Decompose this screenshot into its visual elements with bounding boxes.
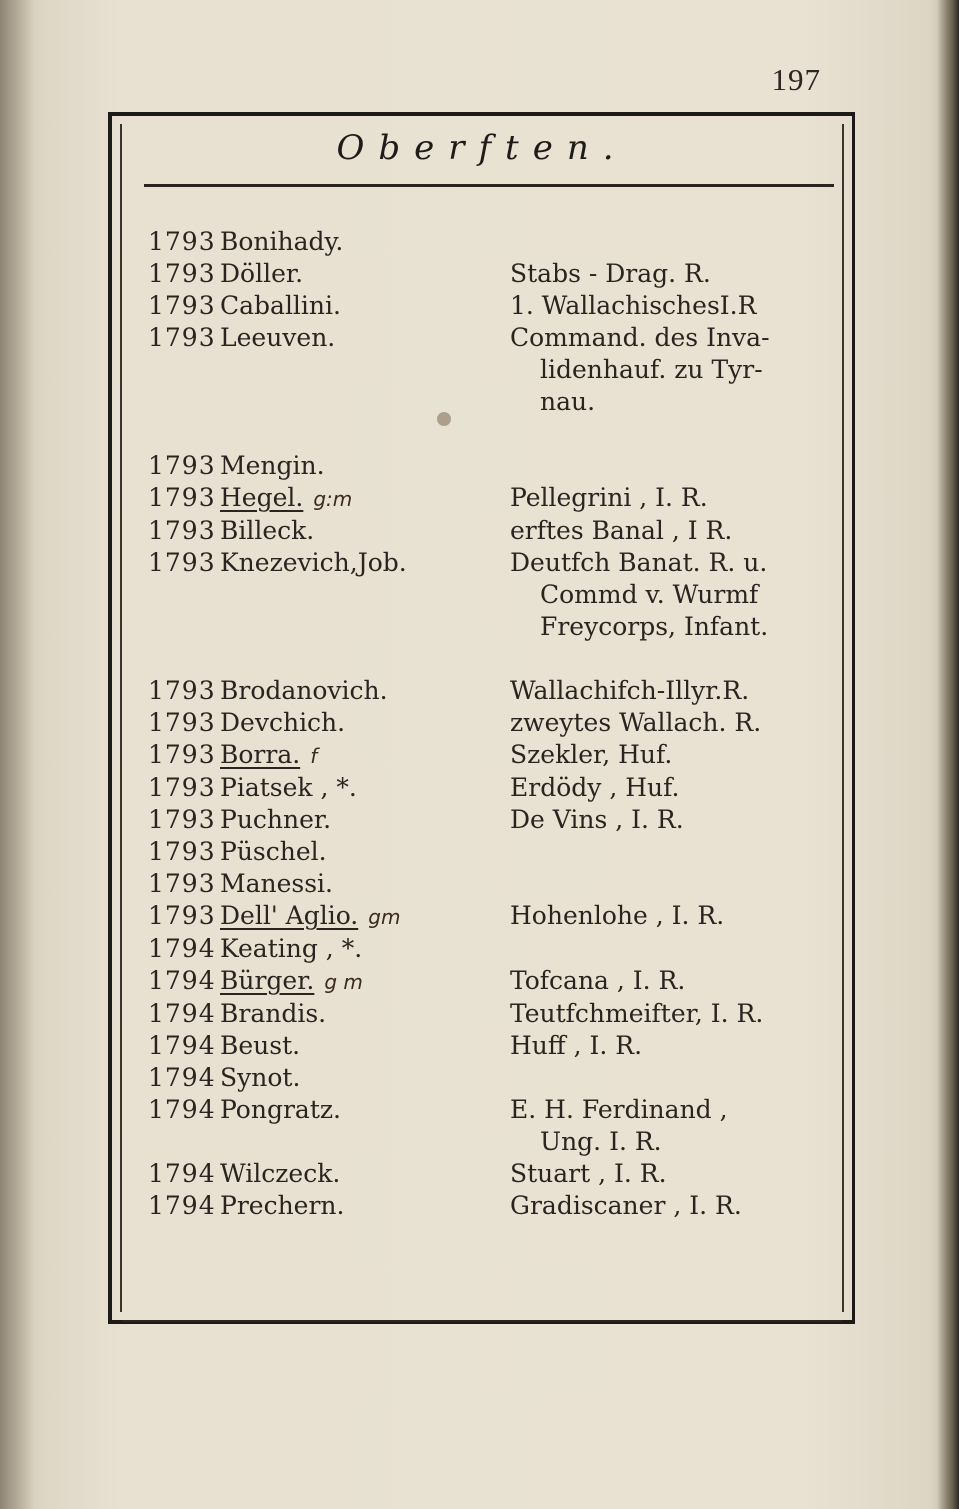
assignment-line: Huff , I. R. — [510, 1031, 643, 1060]
handwritten-note: f — [310, 744, 318, 768]
assignment-line: lidenhauf. zu Tyr- — [540, 355, 763, 384]
entry-year: 1794 — [148, 1159, 216, 1188]
officer-name — [220, 772, 510, 804]
assignment-line: 1. WallachischesI.R — [510, 291, 757, 320]
officer-name-text: Caballini. — [220, 291, 341, 320]
officer-name — [220, 933, 510, 965]
officer-name-text: Bürger. — [220, 966, 315, 995]
entry-year: 1793 — [148, 259, 216, 288]
officer-name-text: Pongratz. — [220, 1095, 341, 1124]
assignment-line: Stabs - Drag. R. — [510, 259, 711, 288]
entry-year: 1793 — [148, 291, 216, 320]
entry-row — [148, 998, 838, 1030]
assignment-line: Wallachifch-Illyr.R. — [510, 676, 750, 705]
entry-row — [148, 739, 838, 772]
entry-row — [148, 450, 838, 482]
entry-year: 1793 — [148, 901, 216, 930]
assignment-line: zweytes Wallach. R. — [510, 708, 762, 737]
heading-rule — [144, 184, 834, 187]
officer-name — [220, 482, 510, 515]
officer-name-text: Dell' Aglio. — [220, 901, 359, 930]
regiment-assignment — [510, 675, 838, 707]
officer-name — [220, 547, 510, 579]
table-frame — [108, 112, 855, 1324]
entry-row — [148, 675, 838, 707]
entry-row — [148, 1062, 838, 1094]
officer-name-text: Devchich. — [220, 708, 346, 737]
officer-name-text: Brodanovich. — [220, 676, 388, 705]
entry-row — [148, 1094, 838, 1158]
officer-name-text: Billeck. — [220, 516, 315, 545]
regiment-assignment — [510, 707, 838, 739]
officer-name — [220, 965, 510, 998]
officer-name — [220, 1030, 510, 1062]
officer-name-text: Leeuven. — [220, 323, 336, 352]
entry-row — [148, 322, 838, 418]
entry-row — [148, 1030, 838, 1062]
entry-year: 1794 — [148, 1063, 216, 1092]
officer-name-text: Synot. — [220, 1063, 301, 1092]
officer-name-text: Döller. — [220, 259, 304, 288]
entry-year: 1793 — [148, 740, 216, 769]
officer-name — [220, 868, 510, 900]
assignment-line: Pellegrini , I. R. — [510, 483, 708, 512]
officer-name — [220, 804, 510, 836]
entry-row — [148, 290, 838, 322]
bottom-rule — [122, 1320, 842, 1322]
entry-row — [148, 226, 838, 258]
blank-line — [148, 643, 838, 675]
entry-row — [148, 1158, 838, 1190]
entry-year: 1793 — [148, 451, 216, 480]
officer-name-text: Wilczeck. — [220, 1159, 341, 1188]
officer-name-text: Prechern. — [220, 1191, 345, 1220]
officer-name — [220, 836, 510, 868]
assignment-line: Erdödy , Huf. — [510, 773, 680, 802]
officer-name-text: Piatsek , *. — [220, 773, 357, 802]
officer-name-text: Manessi. — [220, 869, 334, 898]
officer-name — [220, 258, 510, 290]
ink-spot — [437, 412, 451, 426]
officer-name — [220, 1158, 510, 1190]
officer-name-text: Hegel. — [220, 483, 304, 512]
officer-name-text: Mengin. — [220, 451, 325, 480]
assignment-line: Command. des Inva- — [510, 323, 770, 352]
assignment-line: Szekler, Huf. — [510, 740, 673, 769]
regiment-assignment — [510, 258, 838, 290]
officer-name — [220, 290, 510, 322]
page-number: 197 — [771, 62, 821, 97]
regiment-assignment — [510, 1158, 838, 1190]
officer-name — [220, 322, 510, 354]
officer-name-text: Keating , *. — [220, 934, 363, 963]
entry-year: 1793 — [148, 548, 216, 577]
entry-year: 1794 — [148, 999, 216, 1028]
entry-row — [148, 707, 838, 739]
regiment-assignment — [510, 322, 838, 418]
officer-name — [220, 998, 510, 1030]
assignment-line: Tofcana , I. R. — [510, 966, 686, 995]
assignment-line: E. H. Ferdinand , — [510, 1095, 728, 1124]
officer-name — [220, 707, 510, 739]
regiment-assignment — [510, 739, 838, 771]
assignment-line: Gradiscaner , I. R. — [510, 1191, 742, 1220]
entry-year: 1793 — [148, 323, 216, 352]
entry-year: 1793 — [148, 869, 216, 898]
entry-year: 1793 — [148, 805, 216, 834]
handwritten-note: g m — [324, 970, 363, 994]
officer-name-text: Beust. — [220, 1031, 301, 1060]
assignment-line: Teutfchmeifter, I. R. — [510, 999, 764, 1028]
assignment-line: nau. — [540, 387, 596, 416]
entry-row — [148, 933, 838, 965]
regiment-assignment — [510, 1190, 838, 1222]
blank-line — [148, 418, 838, 450]
entry-row — [148, 965, 838, 998]
assignment-line: Deutfch Banat. R. u. — [510, 548, 768, 577]
assignment-line: Stuart , I. R. — [510, 1159, 667, 1188]
entry-row — [148, 804, 838, 836]
entry-year: 1793 — [148, 227, 216, 256]
officer-name — [220, 1190, 510, 1222]
entry-year: 1793 — [148, 773, 216, 802]
entry-year: 1793 — [148, 837, 216, 866]
entry-row — [148, 772, 838, 804]
entry-year: 1794 — [148, 1031, 216, 1060]
regiment-assignment — [510, 482, 838, 514]
page-edge — [937, 0, 959, 1509]
assignment-line: Ung. I. R. — [540, 1127, 662, 1156]
entry-row — [148, 900, 838, 933]
assignment-line: Freycorps, Infant. — [540, 612, 769, 641]
entry-year: 1794 — [148, 966, 216, 995]
entry-year: 1793 — [148, 708, 216, 737]
officer-name — [220, 675, 510, 707]
assignment-line: erftes Banal , I R. — [510, 516, 733, 545]
regiment-assignment — [510, 1030, 838, 1062]
entry-year: 1794 — [148, 1191, 216, 1220]
regiment-assignment — [510, 998, 838, 1030]
officer-name — [220, 226, 510, 258]
entry-row — [148, 258, 838, 290]
regiment-assignment — [510, 515, 838, 547]
officer-name-text: Puchner. — [220, 805, 332, 834]
officer-name — [220, 739, 510, 772]
officer-name-text: Püschel. — [220, 837, 327, 866]
officer-name — [220, 450, 510, 482]
entry-row — [148, 836, 838, 868]
officer-name — [220, 1062, 510, 1094]
regiment-assignment — [510, 290, 838, 322]
assignment-line: De Vins , I. R. — [510, 805, 684, 834]
officer-name-text: Borra. — [220, 740, 301, 769]
regiment-assignment — [510, 1094, 838, 1158]
officer-name — [220, 515, 510, 547]
entry-row — [148, 515, 838, 547]
entry-row — [148, 1190, 838, 1222]
officer-name-text: Knezevich,Job. — [220, 548, 407, 577]
entry-row — [148, 868, 838, 900]
entry-year: 1793 — [148, 483, 216, 512]
assignment-line: Hohenlohe , I. R. — [510, 901, 725, 930]
assignment-line: Commd v. Wurmf — [540, 580, 759, 609]
regiment-assignment — [510, 965, 838, 997]
officer-name-text: Bonihady. — [220, 227, 344, 256]
entry-year: 1793 — [148, 516, 216, 545]
entry-list — [148, 226, 838, 1222]
regiment-assignment — [510, 547, 838, 643]
regiment-assignment — [510, 772, 838, 804]
entry-row — [148, 547, 838, 643]
regiment-assignment — [510, 900, 838, 932]
handwritten-note: gm — [368, 905, 401, 929]
officer-name — [220, 1094, 510, 1126]
section-heading: Oberften. — [336, 128, 628, 168]
officer-name-text: Brandis. — [220, 999, 327, 1028]
officer-name — [220, 900, 510, 933]
entry-year: 1793 — [148, 676, 216, 705]
regiment-assignment — [510, 804, 838, 836]
entry-year: 1794 — [148, 1095, 216, 1124]
entry-row — [148, 482, 838, 515]
entry-year: 1794 — [148, 934, 216, 963]
binding-gutter — [0, 0, 34, 1509]
handwritten-note: g:m — [313, 487, 353, 511]
